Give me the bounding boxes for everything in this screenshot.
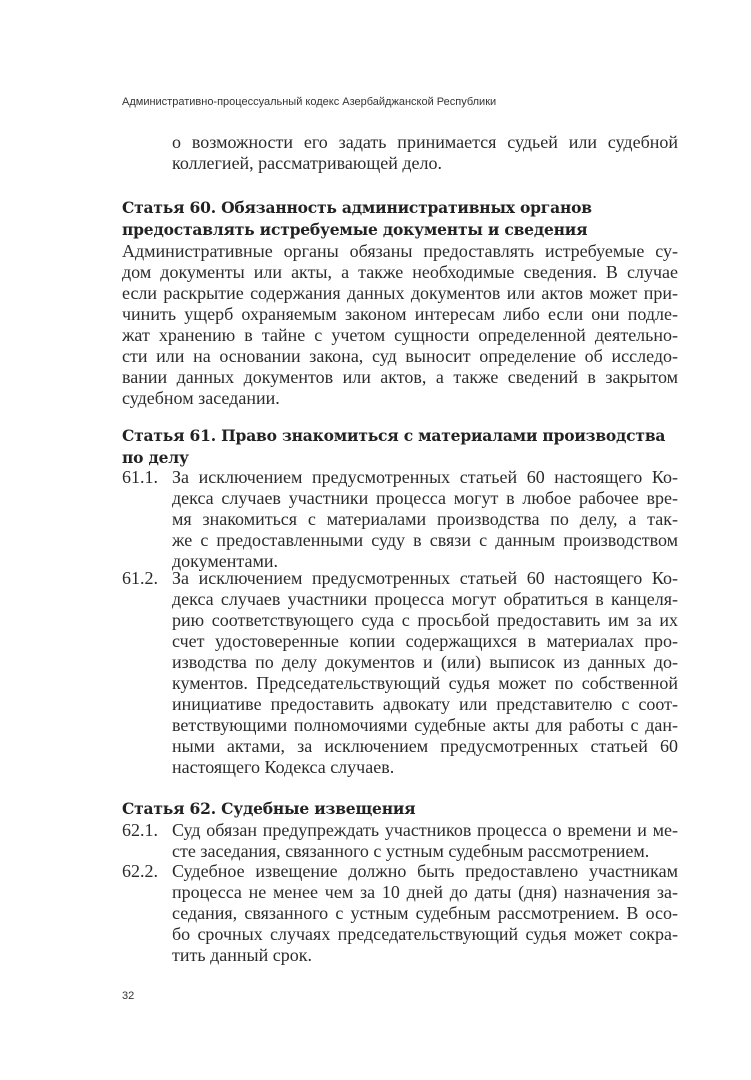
article-62-title [122,798,415,820]
text-line: документами. [172,551,279,571]
text-line: За исключением предусмотренных статьей 60 настоящего Ко- [172,568,678,588]
text-line: бо срочных случаях председательствующий судья может сокра- [172,924,678,944]
article-61-title-line: по делу [122,448,189,467]
clause-number: 61.2. [122,568,158,588]
article-60-title-line: предоставлять истребуемые документы и сведения [122,220,588,239]
clause-text [172,820,678,862]
text-line: коллегией, рассматривающей дело. [172,153,442,173]
text-line: Судебное извещение должно быть предоставлено участникам [172,861,678,881]
text-line: Суд обязан предупреждать участников процесса о времени и ме- [172,820,678,840]
text-line: вании данных документов или актов, а также сведений в закрытом [122,367,678,387]
text-line: декса случаев участники процесса могут обратиться в канцеля- [172,589,678,609]
text-line: же с предоставленными суду в связи с данным производством [172,530,678,550]
text-line: жат хранению в тайне с учетом сущности определенной деятельно- [122,325,678,345]
text-line: рию соответствующего суда с просьбой предоставить им за их [172,610,678,630]
text-line: изводства по делу документов и (или) выписок из данных до- [172,652,678,672]
clause-number: 61.1. [122,467,158,487]
article-60-title-line: Статья 60. Обязанность административных органов [122,198,592,217]
text-line: тить данный срок. [172,945,312,965]
text-line: сти или на основании закона, суд выносит определение об исследо- [122,346,678,366]
text-line: седания, связанного с устным судебным рассмотрением. В осо- [172,903,678,923]
text-line: декса случаев участники процесса могут в любое рабочее вре- [172,488,678,508]
page-number: 32 [122,990,135,1002]
text-line: о возможности его задать принимается судьей или судебной [172,132,678,152]
text-line: кументов. Председательствующий судья может по собственной [172,673,678,693]
article-60-body [122,241,678,409]
text-line: чинить ущерб охраняемым законом интересам либо если они подле- [122,304,678,324]
clause-text [172,467,678,572]
text-line: дом документы или акты, а также необходимые сведения. В случае [122,262,678,282]
clause-number: 62.1. [122,820,158,840]
text-line: мя знакомиться с материалами производства по делу, а так- [172,509,678,529]
text-line: Административные органы обязаны предоставлять истребуемые су- [122,241,678,261]
text-line: ветствующими полномочиями судебные акты для работы с дан- [172,715,678,735]
text-line: инициативе предоставить адвокату или представителю с соот- [172,694,678,714]
continuation-paragraph [172,132,678,174]
text-line: настоящего Кодекса случаев. [172,757,395,777]
article-62-title-line: Статья 62. Судебные извещения [122,799,416,818]
text-line: счет удостоверенные копии содержащихся в материалах про- [172,631,678,651]
text-line: процесса не менее чем за 10 дней до даты (дня) назначения за- [172,882,678,902]
article-61-title [122,425,665,469]
text-line: ными актами, за исключением предусмотренных статьей 60 [172,736,678,756]
text-line: сте заседания, связанного с устным судебным рассмотрением. [172,841,650,861]
clause-text [172,861,678,966]
clause-number: 62.2. [122,861,158,881]
clause-text [172,568,678,778]
text-line: если раскрытие содержания данных документов или актов может при- [122,283,678,303]
text-line: судебном заседании. [122,388,280,408]
article-60-title [122,197,592,241]
article-61-title-line: Статья 61. Право знакомиться с материалами производства [122,426,666,445]
text-line: За исключением предусмотренных статьей 60 настоящего Ко- [172,467,678,487]
running-header: Административно-процессуальный кодекс Азербайджанской Республики [122,96,497,108]
